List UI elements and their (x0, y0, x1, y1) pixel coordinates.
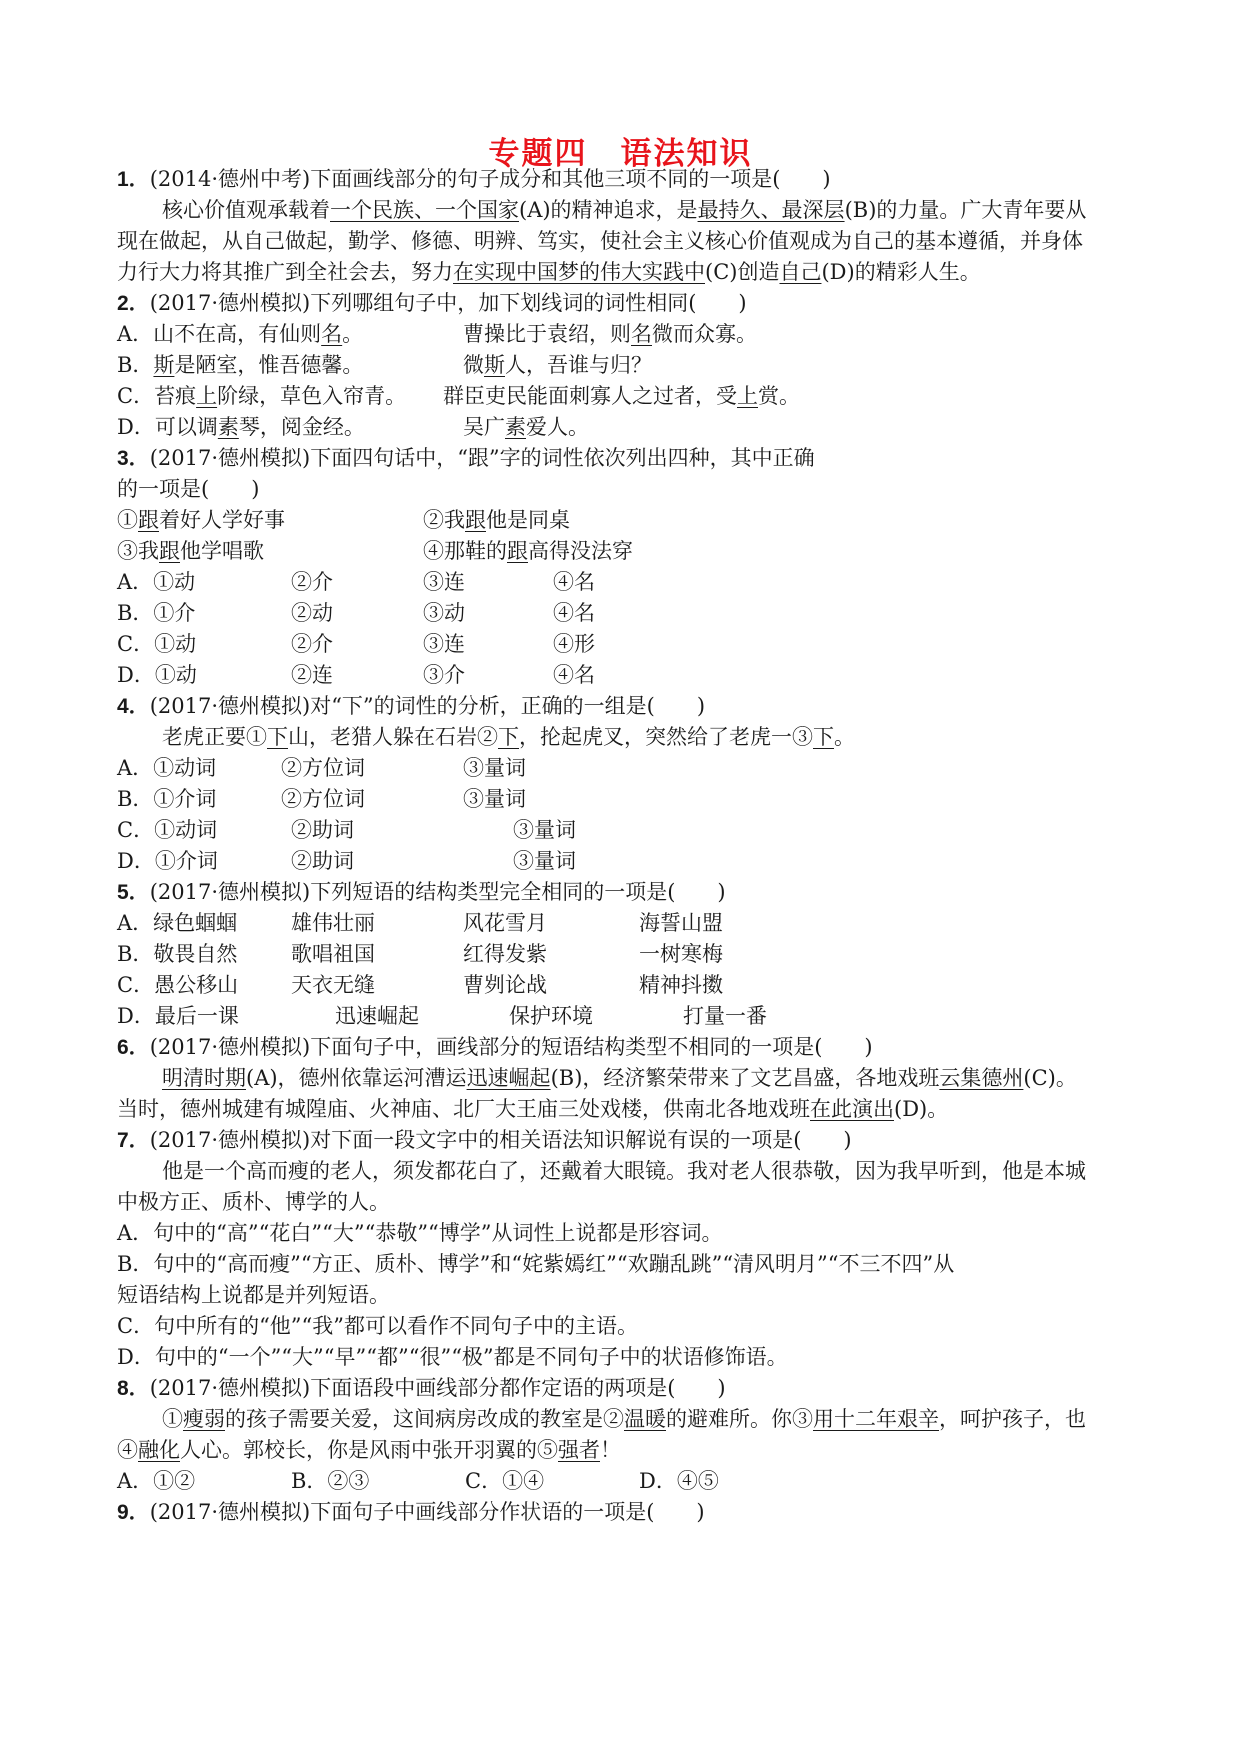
option-b-item: ②方位词 (281, 787, 365, 811)
option-d-item: ③介 (423, 663, 465, 687)
option-c-item: 曹刿论战 (463, 973, 547, 997)
question-number: 1． (117, 168, 150, 191)
option-d: D．最后一课 (117, 1004, 239, 1028)
underlined-phrase: 一个民族、一个国家 (330, 198, 519, 222)
question-5-stem: 5．(2017·德州模拟)下列短语的结构类型完全相同的一项是( ) (117, 880, 726, 904)
option-a: A．句中的“高”“花白”“大”“恭敬”“博学”从词性上说都是形容词。 (117, 1221, 723, 1245)
option-c-item: ③连 (423, 632, 465, 656)
option-b-left: B．斯是陋室，惟吾德馨。 (117, 353, 364, 377)
sentence-2: ②我跟他是同桌 (423, 508, 570, 532)
option-b: B．敬畏自然 (117, 942, 238, 966)
question-7-stem: 7．(2017·德州模拟)对下面一段文字中的相关语法知识解说有误的一项是( ) (117, 1128, 852, 1152)
question-6-passage: 明清时期(A)，德州依靠运河漕运迅速崛起(B)，经济繁荣带来了文艺昌盛，各地戏班云集德州(C)。 (162, 1066, 1077, 1090)
option-c-item: ②助词 (291, 818, 354, 842)
option-b-item: ②动 (291, 601, 333, 625)
question-number: 5． (117, 881, 150, 904)
option-a-item: 雄伟壮丽 (291, 911, 375, 935)
option-a-item: ③连 (423, 570, 465, 594)
option-c: C．①④ (465, 1469, 545, 1493)
question-6-passage: 当时，德州城建有城隍庙、火神庙、北厂大王庙三处戏楼，供南北各地戏班在此演出(D)。 (117, 1097, 949, 1121)
question-number: 7． (117, 1129, 150, 1152)
question-number: 3． (117, 447, 150, 470)
option-d-item: ②助词 (291, 849, 354, 873)
option-d-item: ②连 (291, 663, 333, 687)
option-c-right: 群臣吏民能面刺寡人之过者，受上赏。 (443, 384, 800, 408)
question-number: 9． (117, 1501, 150, 1524)
question-number: 4． (117, 695, 150, 718)
sentence-3: ③我跟他学唱歌 (117, 539, 264, 563)
question-number: 2． (117, 292, 150, 315)
option-a-item: ③量词 (463, 756, 526, 780)
option-d-item: 打量一番 (683, 1004, 767, 1028)
option-a-left: A．山不在高，有仙则名。 (117, 322, 364, 346)
option-b-item: 歌唱祖国 (291, 942, 375, 966)
question-number: 8． (117, 1377, 150, 1400)
option-a: A．①动 (117, 570, 196, 594)
sentence-4: ④那鞋的跟高得没法穿 (423, 539, 633, 563)
question-6-stem: 6．(2017·德州模拟)下面句子中，画线部分的短语结构类型不相同的一项是( ) (117, 1035, 873, 1059)
option-b-item: ③量词 (463, 787, 526, 811)
option-b-right: 微斯人，吾谁与归？ (463, 353, 652, 377)
underlined-phrase: 最持久、最深层 (697, 198, 845, 222)
option-c-item: ③量词 (513, 818, 576, 842)
question-1-passage-line: 力行大力将其推广到全社会去，努力在实现中国梦的伟大实践中(C)创造自己(D)的精彩人生。 (117, 260, 981, 284)
question-8-passage: ④融化人心。郭校长，你是风雨中张开羽翼的⑤强者！ (117, 1438, 621, 1462)
option-d-left: D．可以调素琴，阅金经。 (117, 415, 365, 439)
question-2-stem: 2．(2017·德州模拟)下列哪组句子中，加下划线词的词性相同( ) (117, 291, 747, 315)
question-number: 6． (117, 1036, 150, 1059)
option-c-item: 精神抖擞 (639, 973, 723, 997)
option-c-item: ②介 (291, 632, 333, 656)
page-title: 专题四 语法知识 (488, 136, 753, 172)
option-d: D．①动 (117, 663, 197, 687)
option-d-item: ③量词 (513, 849, 576, 873)
option-a-right: 曹操比于袁绍，则名微而众寡。 (463, 322, 757, 346)
question-9-stem: 9．(2017·德州模拟)下面句子中画线部分作状语的一项是( ) (117, 1500, 705, 1524)
option-b-item: ④名 (553, 601, 595, 625)
option-d-item: ④名 (553, 663, 595, 687)
underlined-phrase: 在实现中国梦的伟大实践中 (453, 260, 705, 284)
question-7-passage: 中极方正、质朴、博学的人。 (117, 1190, 390, 1214)
option-b: B．①介 (117, 601, 196, 625)
question-4-stem: 4．(2017·德州模拟)对“下”的词性的分析，正确的一组是( ) (117, 694, 706, 718)
option-b-cont: 短语结构上说都是并列短语。 (117, 1283, 390, 1307)
option-d: D．①介词 (117, 849, 218, 873)
option-c: C．①动 (117, 632, 197, 656)
option-c: C．句中所有的“他”“我”都可以看作不同句子中的主语。 (117, 1314, 639, 1338)
question-1-passage-line: 核心价值观承载着一个民族、一个国家(A)的精神追求，是最持久、最深层(B)的力量。广大青年要从 (162, 198, 1087, 222)
option-a: A．绿色蝈蝈 (117, 911, 238, 935)
option-b-item: ③动 (423, 601, 465, 625)
option-b: B．句中的“高而瘦”“方正、质朴、博学”和“姹紫嫣红”“欢蹦乱跳”“清风明月”“不三不四”从 (117, 1252, 955, 1276)
option-d-right: 吴广素爱人。 (463, 415, 589, 439)
option-c-item: 天衣无缝 (291, 973, 375, 997)
option-c-item: ④形 (553, 632, 595, 656)
question-7-passage: 他是一个高而瘦的老人，须发都花白了，还戴着大眼镜。我对老人很恭敬，因为我早听到，他是本城 (162, 1159, 1086, 1183)
underlined-phrase: 自己 (779, 260, 822, 284)
option-b: B．②③ (291, 1469, 370, 1493)
option-d: D．句中的“一个”“大”“早”“都”“很”“极”都是不同句子中的状语修饰语。 (117, 1345, 788, 1369)
question-4-passage: 老虎正要①下山，老猎人躲在石岩②下，抡起虎叉，突然给了老虎一③下。 (162, 725, 855, 749)
option-a-item: 风花雪月 (463, 911, 547, 935)
option-a-item: ④名 (553, 570, 595, 594)
option-d-item: 迅速崛起 (335, 1004, 419, 1028)
option-a-item: 海誓山盟 (639, 911, 723, 935)
option-d-item: 保护环境 (509, 1004, 593, 1028)
question-1-stem: 1．(2014·德州中考)下面画线部分的句子成分和其他三项不同的一项是( ) (117, 167, 831, 191)
option-c: C．①动词 (117, 818, 218, 842)
option-b-item: 一树寒梅 (639, 942, 723, 966)
option-a-item: ②方位词 (281, 756, 365, 780)
option-a: A．①动词 (117, 756, 217, 780)
option-c: C．愚公移山 (117, 973, 239, 997)
question-3-stem-cont: 的一项是( ) (117, 477, 260, 501)
option-b-item: 红得发紫 (463, 942, 547, 966)
question-3-stem: 3．(2017·德州模拟)下面四句话中，“跟”字的词性依次列出四种，其中正确 (117, 446, 815, 470)
question-8-stem: 8．(2017·德州模拟)下面语段中画线部分都作定语的两项是( ) (117, 1376, 726, 1400)
sentence-1: ①跟着好人学好事 (117, 508, 285, 532)
option-a: A．①② (117, 1469, 196, 1493)
option-a-item: ②介 (291, 570, 333, 594)
option-c-left: C．苔痕上阶绿，草色入帘青。 (117, 384, 407, 408)
option-b: B．①介词 (117, 787, 217, 811)
question-1-passage-line: 现在做起，从自己做起，勤学、修德、明辨、笃实，使社会主义核心价值观成为自己的基本遵循，并身体 (117, 229, 1083, 253)
option-d: D．④⑤ (639, 1469, 719, 1493)
question-8-passage: ①瘦弱的孩子需要关爱，这间病房改成的教室是②温暖的避难所。你③用十二年艰辛，呵护孩子，也 (162, 1407, 1086, 1431)
